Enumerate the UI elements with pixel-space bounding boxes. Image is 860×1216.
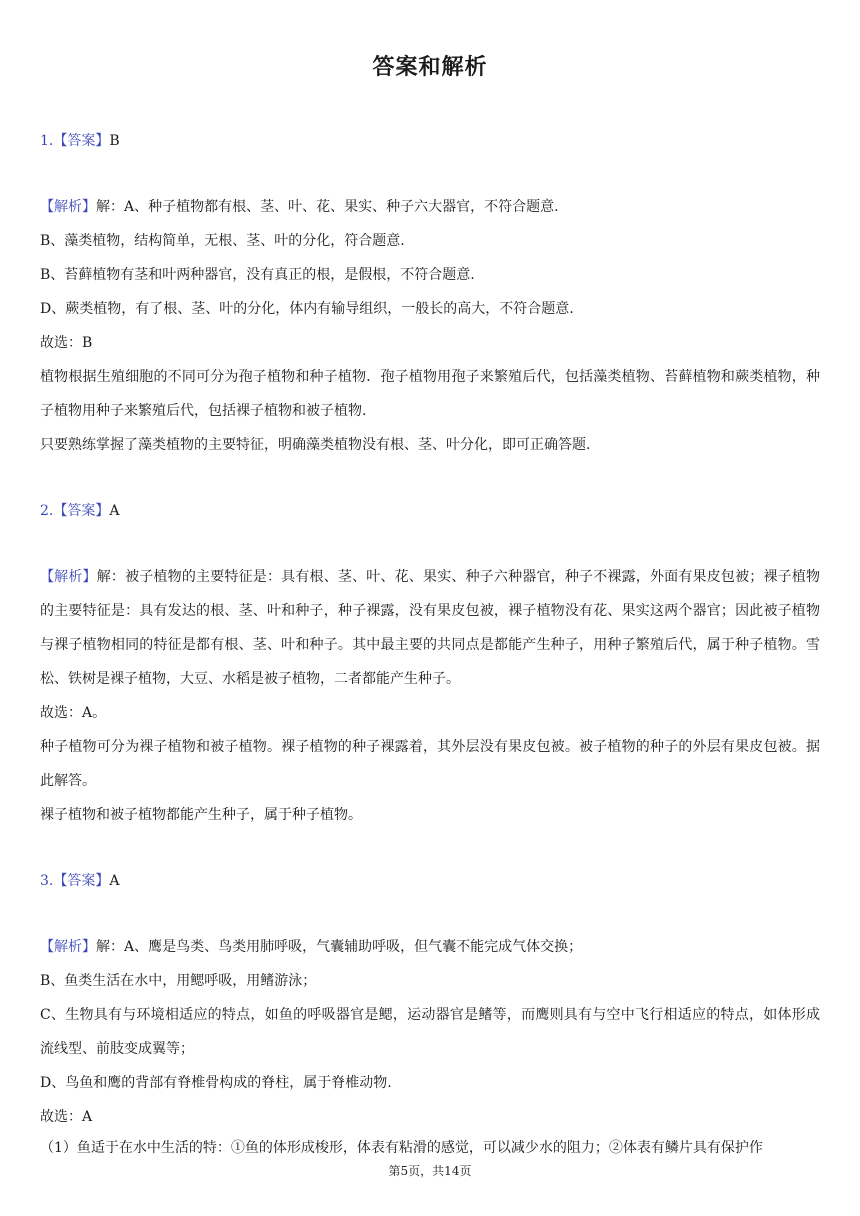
analysis-line: 【解析】解：A、种子植物都有根、茎、叶、花、果实、种子六大器官，不符合题意.	[40, 199, 559, 215]
answer-value: A	[109, 503, 120, 519]
analysis-section	[40, 560, 820, 832]
analysis-line: 【解析】解：A、鹰是鸟类、鸟类用肺呼吸，气囊辅助呼吸，但气囊不能完成气体交换；	[40, 939, 583, 955]
analysis-line: D、鸟鱼和鹰的背部有脊椎骨构成的脊柱，属于脊椎动物.	[40, 1075, 392, 1091]
answer-value: A	[109, 873, 120, 889]
answer-line	[40, 864, 820, 898]
answer-tag: 【答案】	[53, 133, 110, 149]
answer-tag: 【答案】	[53, 873, 110, 889]
answer-content	[40, 124, 820, 1166]
analysis-line: 故选：A	[40, 1109, 93, 1125]
answer-value: B	[109, 133, 120, 149]
answer-line	[40, 494, 820, 528]
analysis-tag: 【解析】	[40, 199, 96, 215]
analysis-line: 种子植物可分为裸子植物和被子植物。裸子植物的种子裸露着，其外层没有果皮包被。被子植物的种子的外层有果皮包被。据此解答。	[40, 739, 820, 789]
analysis-line: C、生物具有与环境相适应的特点，如鱼的呼吸器官是鳃，运动器官是鳍等，而鹰则具有与空中飞行相适应的特点，如体形成流线型、前肢变成翼等；	[40, 1007, 820, 1057]
answer-line	[40, 124, 820, 158]
question-3	[40, 864, 820, 1134]
question-number: 2.	[40, 503, 54, 519]
page-footer: 第5页，共14页	[388, 1164, 472, 1178]
analysis-line: B、藻类植物，结构简单，无根、茎、叶的分化，符合题意.	[40, 233, 405, 249]
analysis-tag: 【解析】	[40, 569, 97, 585]
question-1	[40, 124, 820, 462]
analysis-line: B、鱼类生活在水中，用鳃呼吸，用鳍游泳；	[40, 973, 317, 989]
question-number: 1.	[40, 133, 54, 149]
analysis-line: 裸子植物和被子植物都能产生种子，属于种子植物。	[40, 807, 362, 823]
question-number: 3.	[40, 873, 54, 889]
analysis-section	[40, 190, 820, 462]
analysis-line: D、蕨类植物，有了根、茎、叶的分化，体内有输导组织，一般长的高大，不符合题意.	[40, 301, 574, 317]
analysis-line: 只要熟练掌握了藻类植物的主要特征，明确藻类植物没有根、茎、叶分化，即可正确答题.	[40, 437, 591, 453]
answer-tag: 【答案】	[53, 503, 110, 519]
trailing-line: （1）鱼适于在水中生活的特：①鱼的体形成梭形，体表有粘滑的感觉，可以减少水的阻力；②体表有鳞片具有保护作	[40, 1140, 763, 1156]
page-title: 答案和解析	[372, 55, 488, 80]
analysis-line: 植物根据生殖细胞的不同可分为孢子植物和种子植物．孢子植物用孢子来繁殖后代，包括藻类植物、苔藓植物和蕨类植物，种子植物用种子来繁殖后代，包括裸子植物和被子植物.	[40, 369, 820, 419]
analysis-line: 故选：A。	[40, 705, 107, 721]
analysis-section	[40, 930, 820, 1134]
question-2	[40, 494, 820, 832]
analysis-line: 故选：B	[40, 335, 93, 351]
analysis-line: B、苔藓植物有茎和叶两种器官，没有真正的根，是假根，不符合题意.	[40, 267, 475, 283]
analysis-line: 【解析】解：被子植物的主要特征是：具有根、茎、叶、花、果实、种子六种器官，种子不裸露，外面有果皮包被；裸子植物的主要特征是：具有发达的根、茎、叶和种子，种子裸露，没有果皮包被，裸子植物没有花、果实这两个器官；因此被子植物与裸子植物相同的特征是都有根、茎、叶和种子。其中最主要的共同点是都能产生种子，用种子繁殖后代，属于种子植物。雪松、铁树是裸子植物，大豆、水稻是被子植物，二者都能产生种子。	[40, 569, 821, 687]
analysis-tag: 【解析】	[40, 939, 96, 955]
